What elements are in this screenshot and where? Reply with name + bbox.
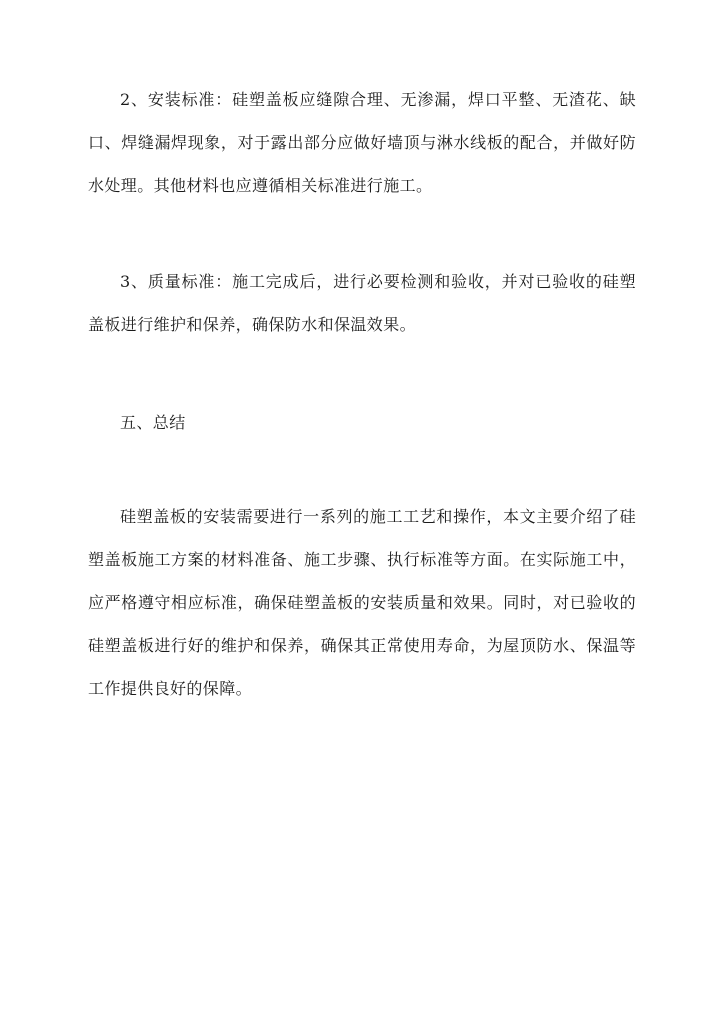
summary-paragraph: 硅塑盖板的安装需要进行一系列的施工工艺和操作，本文主要介绍了硅塑盖板施工方案的材料准备、施工步骤、执行标准等方面。在实际施工中，应严格遵守相应标准，确保硅塑盖板的安装质量和效果。同时，对已验收的硅塑盖板进行好的维护和保养，确保其正常使用寿命，为屋顶防水、保温等工作提供良好的保障。 <box>88 507 636 698</box>
section-heading: 五、总结 <box>120 413 186 432</box>
quality-standard-paragraph: 3、质量标准：施工完成后，进行必要检测和验收，并对已验收的硅塑盖板进行维护和保养，确保防水和保温效果。 <box>88 272 636 334</box>
install-standard-paragraph: 2、安装标准：硅塑盖板应缝隙合理、无渗漏，焊口平整、无渣花、缺口、焊缝漏焊现象，对于露出部分应做好墙顶与淋水线板的配合，并做好防水处理。其他材料也应遵循相关标准进行施工。 <box>88 90 636 195</box>
